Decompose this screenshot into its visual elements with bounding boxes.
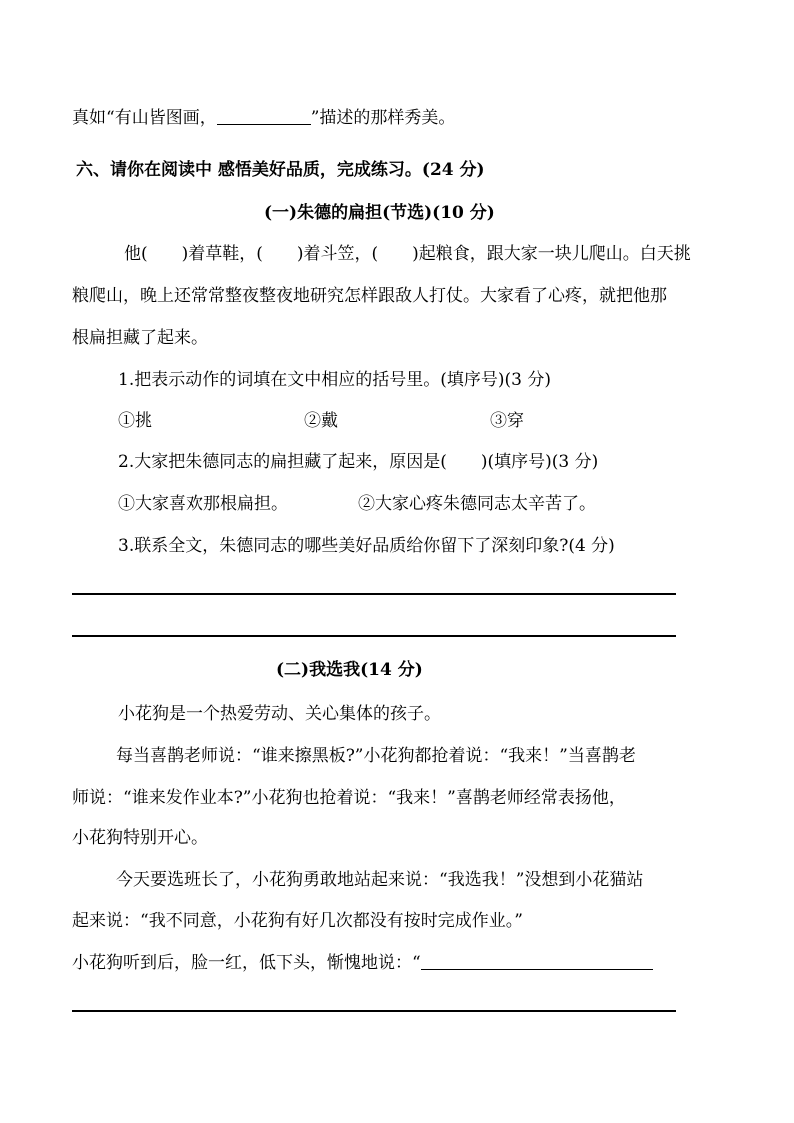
passage-line-3: 根扁担藏了起来。 (72, 328, 208, 348)
q1-option-2: ②戴 (304, 411, 338, 431)
story-paragraph-2-line-1: 每当喜鹊老师说：“谁来擦黑板?”小花狗都抢着说：“我来！”当喜鹊老 (116, 746, 636, 766)
story-paragraph-4-text: 小花狗听到后，脸一红，低下头，惭愧地说：“ (72, 953, 421, 973)
story-paragraph-2-line-2: 师说：“谁来发作业本?”小花狗也抢着说：“我来！”喜鹊老师经常表扬他， (72, 788, 626, 808)
answer-line[interactable] (72, 1010, 676, 1012)
story-paragraph-3-line-1: 今天要选班长了，小花狗勇敢地站起来说：“我选我！”没想到小花猫站 (116, 870, 644, 890)
passage-line-1: 他( )着草鞋，( )着斗笠，( )起粮食，跟大家一块儿爬山。白天挑 (124, 244, 691, 264)
intro-text-after: ”描述的那样秀美。 (310, 108, 456, 128)
story-paragraph-4 (72, 953, 653, 973)
answer-line[interactable] (72, 635, 676, 637)
part1-title: (一)朱德的扁担(节选)(10 分) (264, 203, 495, 223)
intro-answer-blank[interactable] (217, 108, 311, 125)
answer-blank[interactable] (421, 953, 653, 970)
answer-line[interactable] (72, 593, 676, 595)
section-heading: 六、请你在阅读中 感悟美好品质，完成练习。(24 分) (76, 160, 485, 180)
question-1: 1.把表示动作的词填在文中相应的括号里。(填序号)(3 分) (118, 370, 551, 390)
question-3: 3.联系全文，朱德同志的哪些美好品质给你留下了深刻印象?(4 分) (118, 536, 615, 556)
story-paragraph-2-line-3: 小花狗特别开心。 (72, 828, 208, 848)
story-paragraph-1: 小花狗是一个热爱劳动、关心集体的孩子。 (118, 704, 441, 724)
intro-line (72, 108, 455, 128)
q1-option-1: ①挑 (118, 411, 152, 431)
passage-line-2: 粮爬山，晚上还常常整夜整夜地研究怎样跟敌人打仗。大家看了心疼，就把他那 (72, 286, 667, 306)
part2-title: (二)我选我(14 分) (276, 660, 423, 680)
intro-text-before: 真如“有山皆图画， (72, 108, 217, 128)
q2-option-1: ①大家喜欢那根扁担。 (118, 494, 288, 514)
q2-option-2: ②大家心疼朱德同志太辛苦了。 (358, 494, 596, 514)
question-2: 2.大家把朱德同志的扁担藏了起来，原因是( )(填序号)(3 分) (118, 452, 599, 472)
q1-option-3: ③穿 (490, 411, 524, 431)
story-paragraph-3-line-2: 起来说：“我不同意，小花狗有好几次都没有按时完成作业。” (72, 911, 523, 931)
